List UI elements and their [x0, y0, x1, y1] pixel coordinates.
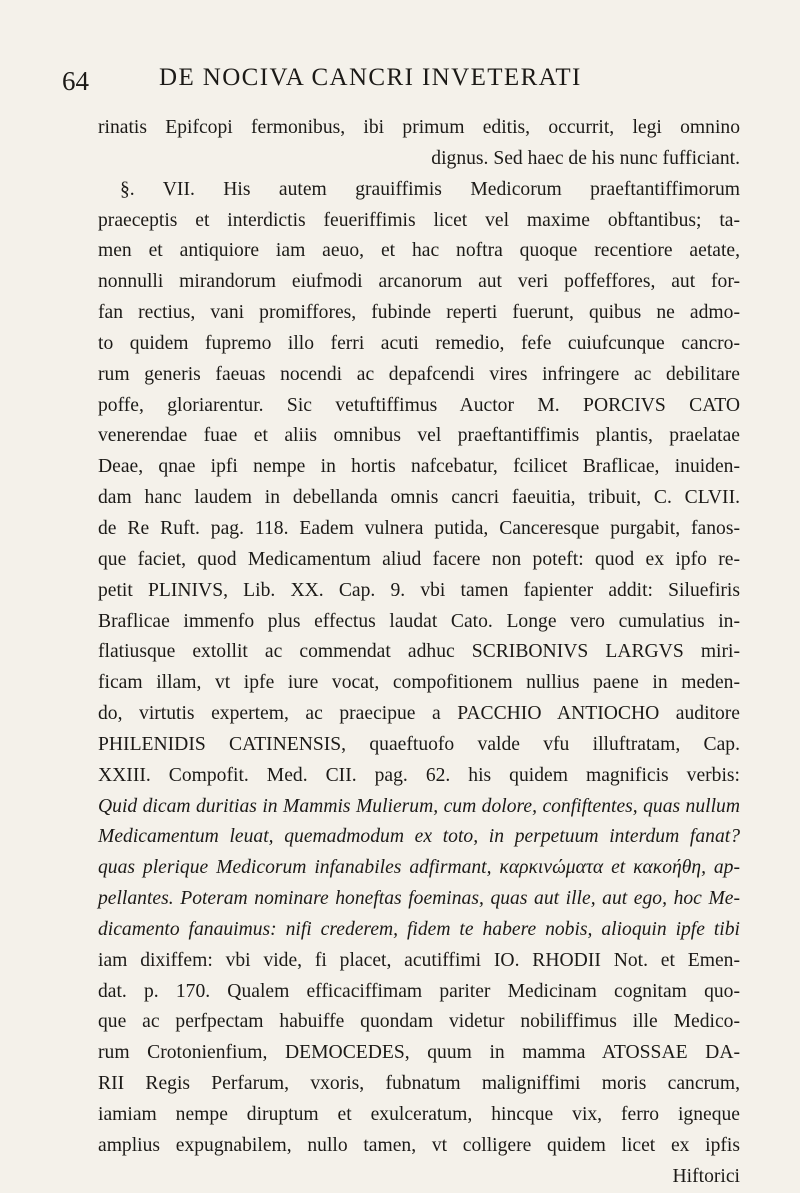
running-head: DE NOCIVA CANCRI INVETERATI: [159, 64, 582, 91]
text-line: rum Crotonienfium, DEMOCEDES, quum in mamma ATOSSAE DA-: [98, 1042, 740, 1064]
text-line: §. VII. His autem grauiffimis Medicorum praeftantiffimorum: [120, 178, 740, 200]
body-text: [98, 113, 740, 1193]
text-line: nonnulli mirandorum eiufmodi arcanorum aut veri poffeffores, aut for-: [98, 271, 740, 293]
text-line: RII Regis Perfarum, vxoris, fubnatum maligniffimi moris cancrum,: [98, 1073, 740, 1095]
text-line: petit PLINIVS, Lib. XX. Cap. 9. vbi tamen fapienter addit: Siluefiris: [98, 579, 740, 601]
text-line: venerendae fuae et aliis omnibus vel praeftantiffimis plantis, praelatae: [98, 425, 740, 447]
text-line: rum generis faeuas nocendi ac depafcendi vires infringere ac debilitare: [98, 363, 740, 385]
text-line: iamiam nempe diruptum et exulceratum, hincque vix, ferro igneque: [98, 1104, 740, 1125]
text-line: flatiusque extollit ac commendat adhuc SCRIBONIVS LARGVS miri-: [98, 641, 740, 663]
text-line: iam dixiffem: vbi vide, fi placet, acutiffimi IO. RHODII Not. et Emen-: [98, 949, 740, 971]
text-line: Medicamentum leuat, quemadmodum ex toto, in perpetuum interdum fanat?: [98, 826, 740, 848]
text-line: dignus. Sed haec de his nunc fufficiant.: [431, 147, 740, 169]
text-line: de Re Ruft. pag. 118. Eadem vulnera putida, Canceresque purgabit, fanos-: [98, 517, 740, 539]
page-number: 64: [62, 66, 89, 96]
text-line: quas plerique Medicorum infanabiles adfirmant, καρκινώματα et κακοήθη, ap-: [98, 857, 740, 879]
text-line: do, virtutis expertem, ac praecipue a PACCHIO ANTIOCHO auditore: [98, 703, 740, 725]
page-header: [62, 62, 740, 98]
text-line: fan rectius, vani promiffores, fubinde reperti fuerunt, quibus ne admo-: [98, 302, 740, 324]
text-line: Deae, qnae ipfi nempe in hortis nafcebatur, fcilicet Braflicae, inuiden-: [98, 456, 740, 478]
text-line: praeceptis et interdictis feueriffimis licet vel maxime obftantibus; ta-: [98, 209, 740, 231]
text-line: ficam illam, vt ipfe iure vocat, compofitionem nullius paene in meden-: [98, 672, 740, 694]
catchword: Hiftorici: [672, 1165, 740, 1187]
text-line: men et antiquiore iam aeuo, et hac noftra quoque recentiore aetate,: [98, 240, 740, 262]
text-line: dat. p. 170. Qualem efficaciffimam pariter Medicinam cognitam quo-: [98, 980, 740, 1002]
text-line: pellantes. Poteram nominare honeftas foeminas, quas aut ille, aut ego, hoc Me-: [98, 888, 740, 910]
text-line: Quid dicam duritias in Mammis Mulierum, cum dolore, confiftentes, quas nullum: [98, 795, 740, 817]
text-line: dam hanc laudem in debellanda omnis cancri faeuitia, tribuit, C. CLVII.: [98, 487, 740, 509]
text-line: PHILENIDIS CATINENSIS, quaeftuofo valde vfu illuftratam, Cap.: [98, 733, 740, 755]
text-line: que ac perfpectam habuiffe quondam videtur nobiliffimus ille Medico-: [98, 1011, 740, 1033]
text-line: Braflicae immenfo plus effectus laudat Cato. Longe vero cumulatius in-: [98, 610, 740, 632]
text-line: poffe, gloriarentur. Sic vetuftiffimus Auctor M. PORCIVS CATO: [98, 394, 740, 416]
text-line: dicamento fanauimus: nifi crederem, fidem te habere nobis, alioquin ipfe tibi: [98, 918, 740, 940]
text-line: XXIII. Compofit. Med. CII. pag. 62. his quidem magnificis verbis:: [98, 764, 740, 786]
text-line: rinatis Epifcopi fermonibus, ibi primum editis, occurrit, legi omnino: [98, 117, 740, 138]
text-line: que faciet, quod Medicamentum aliud facere non poteft: quod ex ipfo re-: [98, 548, 740, 570]
text-line: amplius expugnabilem, nullo tamen, vt colligere quidem licet ex ipfis: [98, 1134, 740, 1156]
text-line: to quidem fupremo illo ferri acuti remedio, fefe cuiufcunque cancro-: [98, 332, 740, 354]
